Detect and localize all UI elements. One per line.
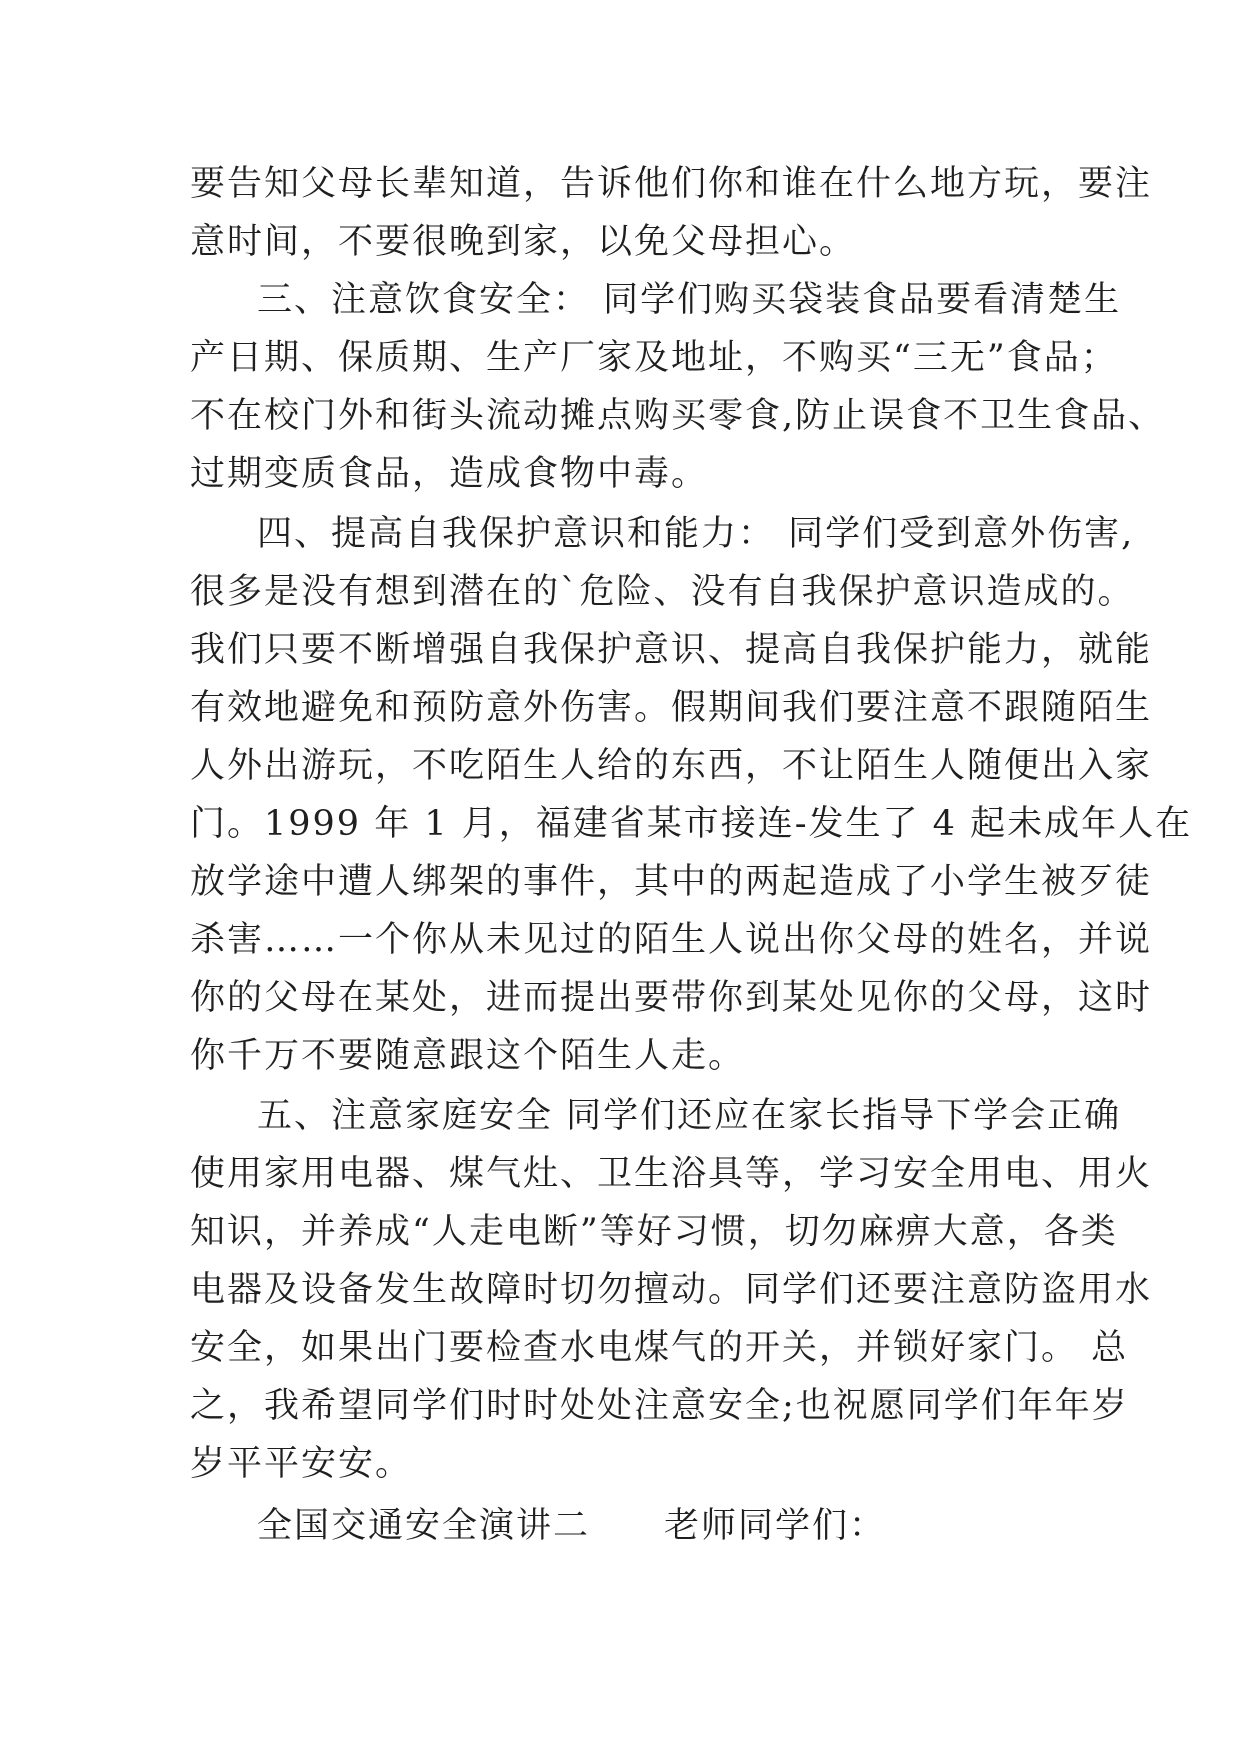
text-line: 放学途中遭人绑架的事件，其中的两起造成了小学生被歹徒 [190, 862, 1153, 902]
text-line: 过期变质食品，造成食物中毒。 [190, 454, 709, 494]
text-line: 知识，并养成“人走电断”等好习惯，切勿麻痹大意，各类 [190, 1212, 1118, 1252]
next-speech-title: 全国交通安全演讲二 老师同学们： [257, 1506, 887, 1546]
text-line: 之，我希望同学们时时处处注意安全;也祝愿同学们年年岁 [190, 1386, 1129, 1426]
section-heading-line: 三、注意饮食安全： 同学们购买袋装食品要看清楚生 [257, 280, 1122, 320]
text-line: 岁平平安安。 [190, 1444, 413, 1484]
section-heading-line: 四、提高自我保护意识和能力： 同学们受到意外伤害, [257, 514, 1135, 554]
text-line: 门。1999 年 1 月，福建省某市接连-发生了 4 起未成年人在 [190, 804, 1193, 844]
section-heading-line: 五、注意家庭安全 同学们还应在家长指导下学会正确 [257, 1096, 1122, 1136]
text-line: 使用家用电器、煤气灶、卫生浴具等，学习安全用电、用火 [190, 1154, 1153, 1194]
text-line: 安全，如果出门要检查水电煤气的开关，并锁好家门。 总 [190, 1328, 1129, 1368]
text-line: 不在校门外和街头流动摊点购买零食,防止误食不卫生食品、 [190, 396, 1166, 436]
text-line: 我们只要不断增强自我保护意识、提高自我保护能力，就能 [190, 630, 1153, 670]
text-line: 很多是没有想到潜在的`危险、没有自我保护意识造成的。 [190, 572, 1135, 612]
text-line: 人外出游玩，不吃陌生人给的东西，不让陌生人随便出入家 [190, 746, 1153, 786]
text-line: 有效地避免和预防意外伤害。假期间我们要注意不跟随陌生 [190, 688, 1153, 728]
text-line: 杀害……一个你从未见过的陌生人说出你父母的姓名，并说 [190, 920, 1153, 960]
text-line: 你千万不要随意跟这个陌生人走。 [190, 1036, 746, 1076]
text-line: 你的父母在某处，进而提出要带你到某处见你的父母，这时 [190, 978, 1153, 1018]
text-line: 产日期、保质期、生产厂家及地址，不购买“三无”食品； [190, 338, 1118, 378]
text-line: 意时间，不要很晚到家，以免父母担心。 [190, 222, 857, 262]
text-line: 电器及设备发生故障时切勿擅动。同学们还要注意防盗用水 [190, 1270, 1153, 1310]
text-line: 要告知父母长辈知道，告诉他们你和谁在什么地方玩，要注 [190, 164, 1153, 204]
